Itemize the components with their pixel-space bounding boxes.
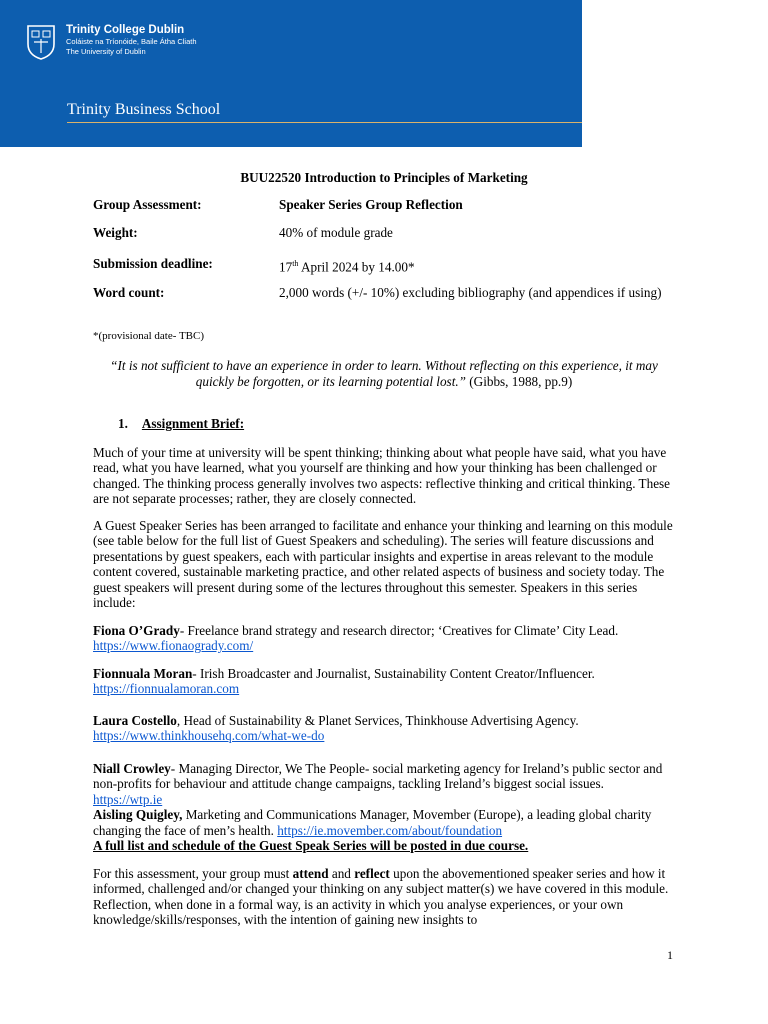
- section-number: 1.: [118, 416, 128, 431]
- speaker-name: Fiona O’Grady: [93, 623, 180, 638]
- info-label-assessment: Group Assessment:: [93, 197, 202, 212]
- university-subtitle: The University of Dublin: [66, 47, 146, 56]
- speaker-desc: - Irish Broadcaster and Journalist, Sustainability Content Creator/Influencer.: [192, 666, 595, 681]
- attend-emphasis: attend: [292, 866, 329, 881]
- speaker-link[interactable]: https://www.fionaogrady.com/: [93, 638, 254, 654]
- header-banner: [0, 0, 582, 147]
- school-name: Trinity Business School: [67, 101, 221, 118]
- paragraph-assessment: For this assessment, your group must attend and reflect upon the abovementioned speaker series and how it informed, challenged and/or changed your thinking on any subject matter(s) we have covered in this module. Reflection, when done in a formal way, is an activity in which you analyse experiences, or your own knowledge/skills/responses, with the intention of gaining new insights to: [93, 866, 669, 928]
- gibbs-quote: [93, 358, 675, 390]
- college-crest-icon: [26, 24, 56, 60]
- speaker-desc: - Freelance brand strategy and research director; ‘Creatives for Climate’ City Lead.: [179, 623, 619, 638]
- speaker-name: Niall Crowley: [93, 761, 171, 776]
- section-title: Assignment Brief:: [141, 416, 245, 431]
- university-irish-name: Coláiste na Tríonóide, Baile Átha Cliath: [66, 37, 197, 46]
- speaker-desc: , Head of Sustainability & Planet Services, Thinkhouse Advertising Agency.: [176, 713, 579, 728]
- provisional-note: *(provisional date- TBC): [93, 330, 204, 342]
- university-name: Trinity College Dublin: [66, 24, 185, 36]
- full-list-note: A full list and schedule of the Guest Speak Series will be posted in due course.: [93, 838, 529, 854]
- quote-citation: (Gibbs, 1988, pp.9): [465, 374, 573, 389]
- speaker-item: [93, 761, 675, 853]
- speaker-desc: Marketing and Communications Manager, Movember (Europe), a leading global charity changing the face of men’s health.: [93, 807, 652, 838]
- paragraph-thinking: Much of your time at university will be spent thinking; thinking about what people have said, what you have read, what you have learned, what you yourself are thinking and how your thinking has been challenged or changed. The thinking process generally involves two aspects: reflective thinking and critical thinking. These are not separate processes; rather, they are closely connected.: [93, 445, 671, 507]
- quote-text: “It is not sufficient to have an experience in order to learn. Without reflecting on this experience, it may quickly be forgotten, or its learning potential lost.”: [110, 358, 658, 389]
- info-label-wordcount: Word count:: [93, 285, 165, 300]
- info-value-weight: 40% of module grade: [279, 225, 393, 240]
- speaker-link[interactable]: https://ie.movember.com/about/foundation: [277, 822, 503, 838]
- speaker-name: Aisling Quigley,: [93, 807, 183, 823]
- speaker-link[interactable]: https://wtp.ie: [93, 791, 163, 807]
- info-value-wordcount: 2,000 words (+/- 10%) excluding bibliography (and appendices if using): [279, 285, 662, 300]
- info-label-weight: Weight:: [93, 225, 138, 240]
- speaker-item: [93, 666, 675, 697]
- page-number: 1: [667, 948, 673, 962]
- paragraph-speaker-series: A Guest Speaker Series has been arranged to facilitate and enhance your thinking and learning on this module (see table below for the full list of Guest Speakers and scheduling). The series will feature discussions and presentations by guest speakers, each with particular insights and expertise in areas relevant to the module content covered, sustainable marketing practice, and other related aspects of business and society today. The guest speakers will present during some of the lectures throughout this semester. Speakers in this series include:: [93, 518, 673, 611]
- header-divider: [67, 122, 582, 123]
- document-title: BUU22520 Introduction to Principles of Marketing: [240, 170, 528, 185]
- reflect-emphasis: reflect: [354, 866, 390, 881]
- university-wordmark: [66, 24, 197, 56]
- section-heading: [118, 416, 244, 432]
- speaker-desc: - Managing Director, We The People- social marketing agency for Ireland’s public sector and non-profits for behaviour and attitude change campaigns, tackling Ireland’s biggest social issues.: [93, 761, 663, 792]
- info-value-assessment: Speaker Series Group Reflection: [279, 197, 463, 212]
- speaker-item: [93, 623, 675, 654]
- speaker-name: Fionnuala Moran: [93, 666, 193, 681]
- info-value-deadline: 17th April 2024 by 14.00*: [279, 259, 415, 275]
- speaker-link[interactable]: https://fionnualamoran.com: [93, 681, 240, 697]
- speaker-item: [93, 713, 675, 744]
- speaker-name: Laura Costello: [93, 713, 177, 728]
- info-label-deadline: Submission deadline:: [93, 256, 213, 271]
- speaker-link[interactable]: https://www.thinkhousehq.com/what-we-do: [93, 728, 325, 744]
